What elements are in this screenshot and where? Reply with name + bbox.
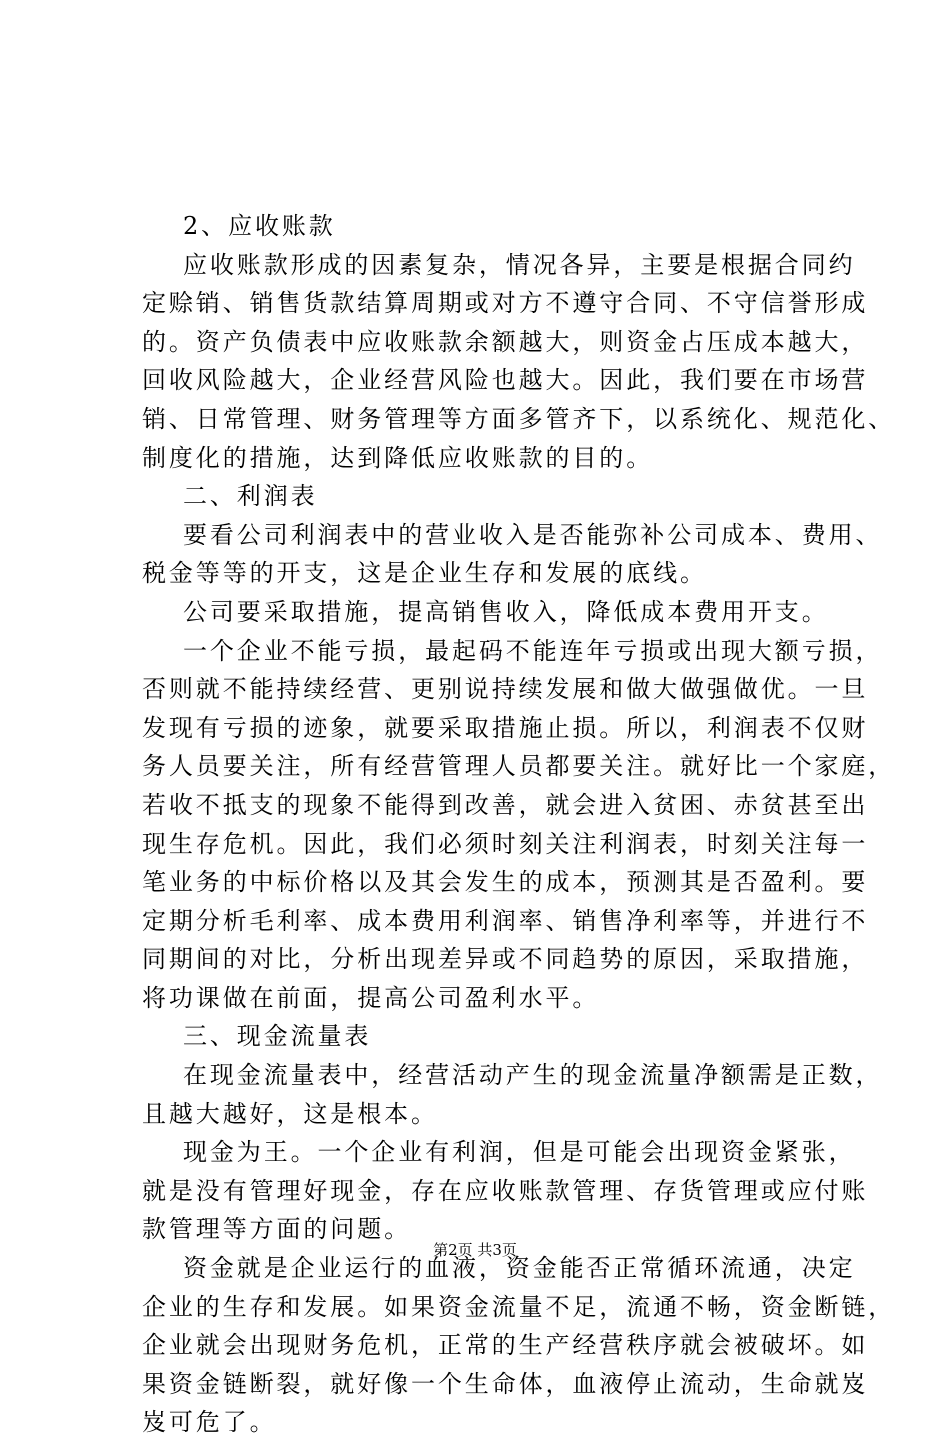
text-line: 企业的生存和发展。如果资金流量不足，流通不畅，资金断链，: [142, 1292, 896, 1321]
text-line: 岌可危了。: [142, 1408, 277, 1437]
text-line: 且越大越好，这是根本。: [142, 1099, 438, 1128]
text-line: 2、应收账款: [183, 212, 336, 240]
text-line: 三、现金流量表: [183, 1022, 372, 1051]
text-line: 务人员要关注，所有经营管理人员都要关注。就好比一个家庭，: [142, 752, 896, 781]
text-line: 现生存危机。因此，我们必须时刻关注利润表，时刻关注每一: [142, 829, 869, 858]
text-line: 二、利润表: [183, 482, 318, 511]
text-line: 果资金链断裂，就好像一个生命体，血液停止流动，生命就岌: [142, 1369, 869, 1398]
text-line: 就是没有管理好现金，存在应收账款管理、存货管理或应付账: [142, 1176, 869, 1205]
text-line: 同期间的对比，分析出现差异或不同趋势的原因，采取措施，: [142, 945, 869, 974]
text-line: 企业就会出现财务危机，正常的生产经营秩序就会被破坏。如: [142, 1331, 869, 1360]
text-line: 应收账款形成的因素复杂，情况各异，主要是根据合同约: [183, 250, 856, 279]
text-line: 一个企业不能亏损，最起码不能连年亏损或出现大额亏损，: [183, 636, 883, 665]
text-line: 现金为王。一个企业有利润，但是可能会出现资金紧张，: [183, 1138, 856, 1167]
text-line: 公司要采取措施，提高销售收入，降低成本费用开支。: [183, 597, 829, 626]
text-line: 资金就是企业运行的血液，资金能否正常循环流通，决定: [183, 1254, 856, 1283]
text-line: 要看公司利润表中的营业收入是否能弥补公司成本、费用、: [183, 520, 883, 549]
text-line: 的。资产负债表中应收账款余额越大，则资金占压成本越大，: [142, 327, 869, 356]
text-line: 若收不抵支的现象不能得到改善，就会进入贫困、赤贫甚至出: [142, 790, 869, 819]
text-line: 回收风险越大，企业经营风险也越大。因此，我们要在市场营: [142, 366, 869, 395]
text-line: 将功课做在前面，提高公司盈利水平。: [142, 983, 600, 1012]
text-line: 否则就不能持续经营、更别说持续发展和做大做强做优。一旦: [142, 675, 869, 704]
text-line: 制度化的措施，达到降低应收账款的目的。: [142, 443, 654, 472]
text-line: 款管理等方面的问题。: [142, 1215, 411, 1244]
text-line: 在现金流量表中，经营活动产生的现金流量净额需是正数，: [183, 1061, 883, 1090]
text-line: 笔业务的中标价格以及其会发生的成本，预测其是否盈利。要: [142, 868, 869, 897]
page-footer: 第2页 共3页: [433, 1241, 517, 1259]
text-line: 发现有亏损的迹象，就要采取措施止损。所以，利润表不仅财: [142, 713, 869, 742]
text-line: 税金等等的开支，这是企业生存和发展的底线。: [142, 559, 707, 588]
text-line: 销、日常管理、财务管理等方面多管齐下，以系统化、规范化、: [142, 404, 896, 433]
text-line: 定赊销、销售货款结算周期或对方不遵守合同、不守信誉形成: [142, 289, 869, 318]
text-line: 定期分析毛利率、成本费用利润率、销售净利率等，并进行不: [142, 906, 869, 935]
